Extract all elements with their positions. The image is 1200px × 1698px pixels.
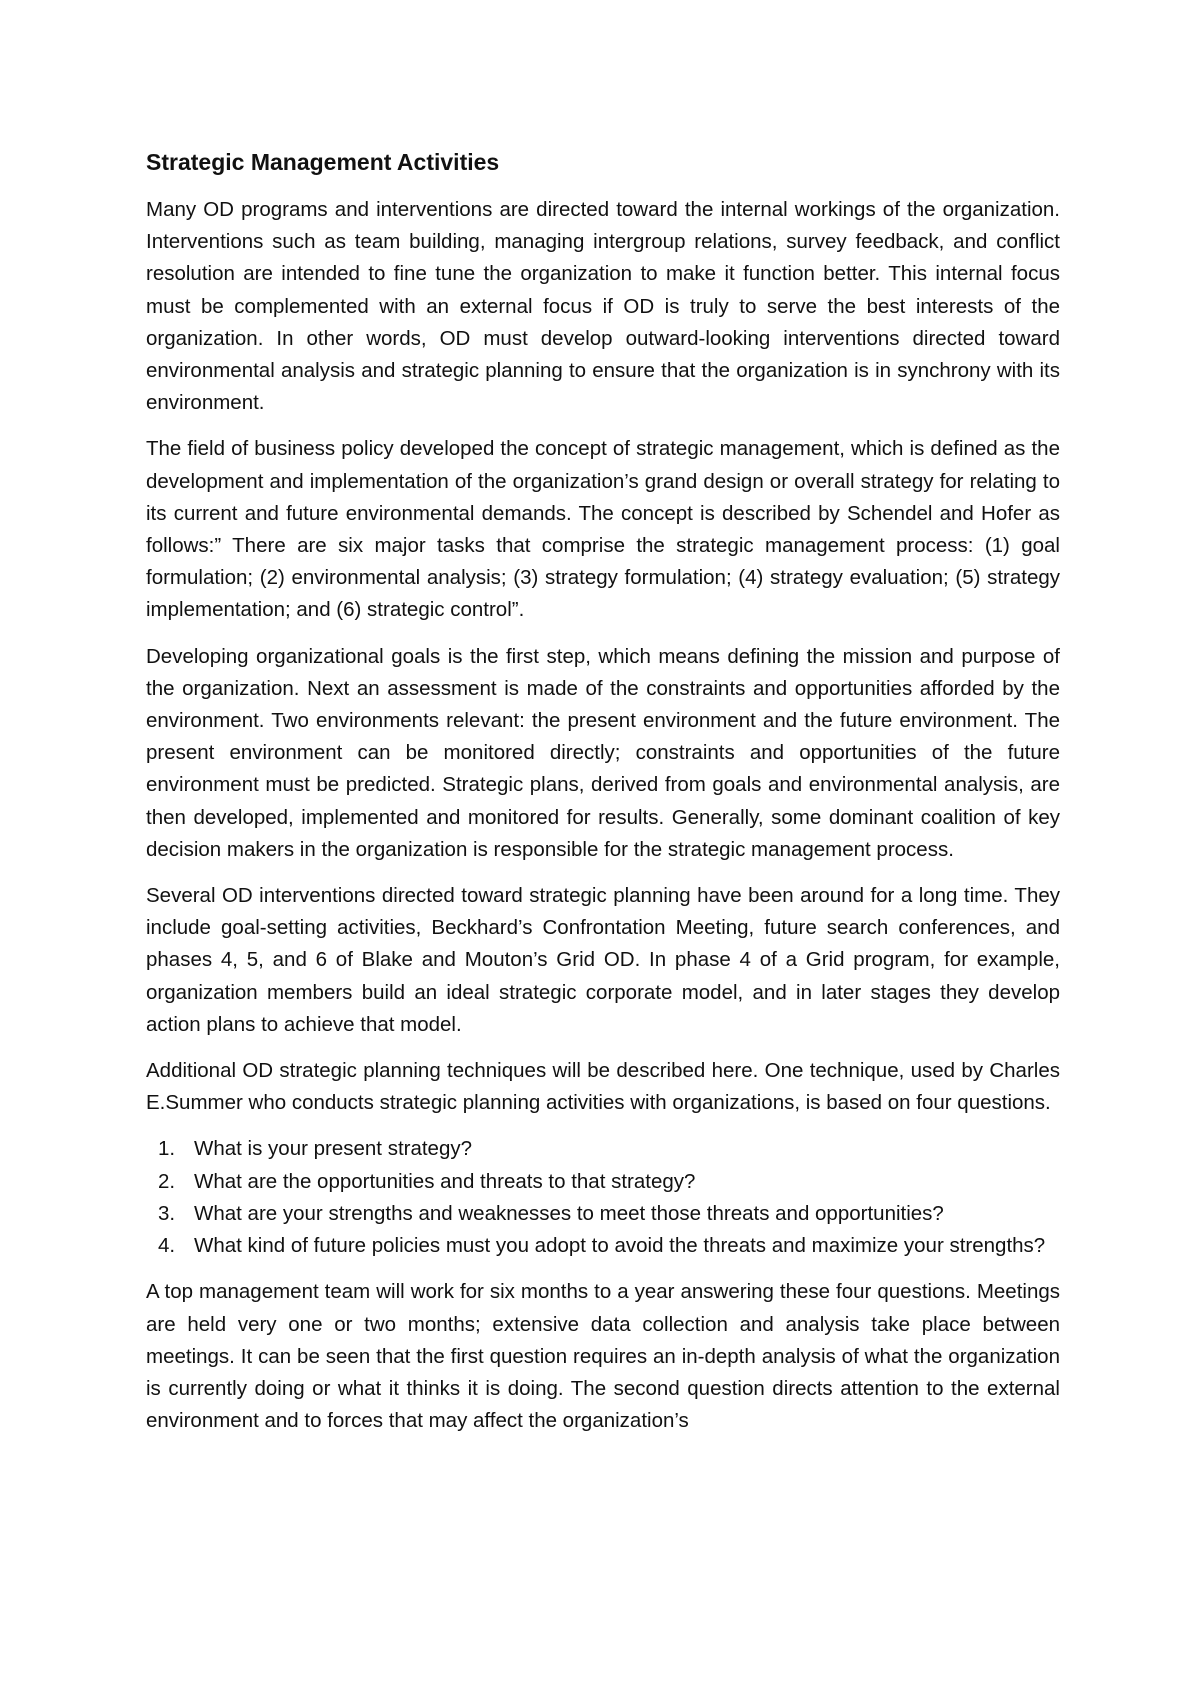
- paragraph-closing: A top management team will work for six months to a year answering these four questions. Meetings are held very one or two months; extensive data collection and analysis take place between meetings. It can be seen that the first question requires an in-depth analysis of what the organization is currently doing or what it thinks it is doing. The second question directs attention to the external environment and to forces that may affect the organization’s: [146, 1280, 1060, 1433]
- document-page: [146, 146, 1060, 1451]
- list-item-text: What are your strengths and weaknesses to meet those threats and opportunities?: [194, 1201, 944, 1225]
- list-item: [146, 1198, 1060, 1230]
- list-item-number: 1.: [158, 1137, 176, 1161]
- page-title: Strategic Management Activities: [146, 149, 500, 175]
- list-item-number: 4.: [158, 1234, 176, 1258]
- paragraph-3: Developing organizational goals is the first step, which means defining the mission and purpose of the organization. Next an assessment is made of the constraints and opportunities afforded by the environment. Two environments relevant: the present environment and the future environment. The present environment can be monitored directly; constraints and opportunities of the future environment must be predicted. Strategic plans, derived from goals and environmental analysis, are then developed, implemented and monitored for results. Generally, some dominant coalition of key decision makers in the organization is responsible for the strategic management process.: [146, 644, 1060, 861]
- list-item: [146, 1230, 1060, 1262]
- list-item-text: What are the opportunities and threats to that strategy?: [194, 1169, 696, 1193]
- paragraph-1: Many OD programs and interventions are directed toward the internal workings of the organization. Interventions such as team building, managing intergroup relations, survey feedback, and conflict resolution are intended to fine tune the organization to make it function better. This internal focus must be complemented with an external focus if OD is truly to serve the best interests of the organization. In other words, OD must develop outward-looking interventions directed toward environmental analysis and strategic planning to ensure that the organization is in synchrony with its environment.: [146, 198, 1060, 415]
- list-item: [146, 1166, 1060, 1198]
- list-item: [146, 1133, 1060, 1165]
- list-item-text: What kind of future policies must you adopt to avoid the threats and maximize your strengths?: [194, 1234, 1046, 1258]
- paragraph-5: Additional OD strategic planning techniques will be described here. One technique, used by Charles E.Summer who conducts strategic planning activities with organizations, is based on four questions.: [146, 1059, 1060, 1115]
- list-item-number: 3.: [158, 1201, 176, 1225]
- list-item-number: 2.: [158, 1169, 176, 1193]
- paragraph-4: Several OD interventions directed toward strategic planning have been around for a long time. They include goal-setting activities, Beckhard’s Confrontation Meeting, future search conferences, and phases 4, 5, and 6 of Blake and Mouton’s Grid OD. In phase 4 of a Grid program, for example, organization members build an ideal strategic corporate model, and in later stages they develop action plans to achieve that model.: [146, 884, 1060, 1036]
- question-list: [146, 1133, 1060, 1262]
- list-item-text: What is your present strategy?: [194, 1137, 473, 1161]
- paragraph-2: The field of business policy developed the concept of strategic management, which is defined as the development and implementation of the organization’s grand design or overall strategy for relating to its current and future environmental demands. The concept is described by Schendel and Hofer as follows:” There are six major tasks that comprise the strategic management process: (1) goal formulation; (2) environmental analysis; (3) strategy formulation; (4) strategy evaluation; (5) strategy implementation; and (6) strategic control”.: [146, 437, 1060, 622]
